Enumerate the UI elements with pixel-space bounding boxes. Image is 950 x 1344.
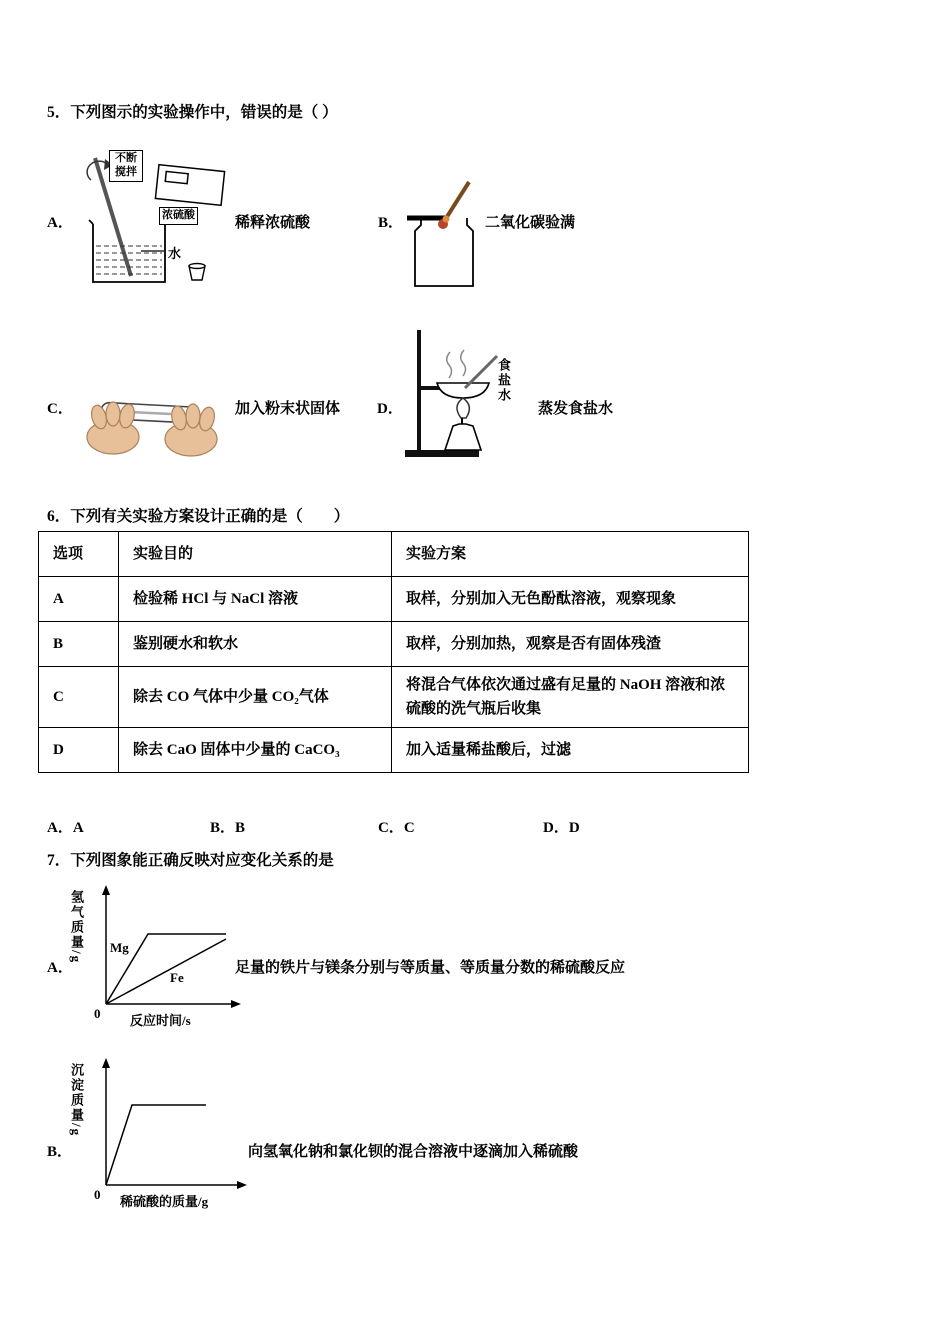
table-row <box>39 728 749 773</box>
x-axis-arrow <box>237 1181 247 1189</box>
chart-b-origin: 0 <box>94 1187 101 1202</box>
table-row <box>39 622 749 667</box>
q5-diagram-co2-test <box>405 178 485 293</box>
q5-option-a-caption: 稀释浓硫酸 <box>235 215 311 231</box>
q7-option-a-label: A． <box>47 960 73 976</box>
stand-base <box>405 450 479 457</box>
q5-option-d-label: D． <box>377 401 403 417</box>
chart-b-ylabel: 沉淀质量/g <box>69 1063 84 1138</box>
cell-plan: 取样，分别加热，观察是否有固体残渣 <box>392 622 749 667</box>
stir-label: 不断搅拌 <box>109 150 143 182</box>
q6-experiment-table <box>38 531 749 773</box>
question-6-title: 6．下列有关实验方案设计正确的是（ ） <box>47 508 350 525</box>
acid-container <box>155 165 224 206</box>
cell-plan: 取样，分别加入无色酚酞溶液，观察现象 <box>392 577 749 622</box>
q5-diagram-dilute-acid <box>85 150 237 292</box>
q6-answer-d: D．D <box>543 820 580 836</box>
evaporating-dish <box>437 383 489 398</box>
chart-a-origin: 0 <box>94 1006 101 1021</box>
acid-label: 浓硫酸 <box>159 207 198 225</box>
flame <box>457 398 469 418</box>
q7-option-a-caption: 足量的铁片与镁条分别与等质量、等质量分数的稀硫酸反应 <box>235 960 626 976</box>
header-option: 选项 <box>39 532 119 577</box>
q7-chart-a <box>68 882 248 1042</box>
q5-diagram-evaporation <box>403 326 515 468</box>
water-label: 水 <box>168 246 182 261</box>
q6-answer-a: A．A <box>47 820 84 836</box>
cell-option: C <box>39 667 119 728</box>
question-7-title: 7．下列图象能正确反映对应变化关系的是 <box>47 852 334 869</box>
question-5-title: 5．下列图示的实验操作中，错误的是（ ） <box>47 104 338 121</box>
q5-option-a-label: A． <box>47 215 73 231</box>
table-row <box>39 577 749 622</box>
q5-option-c-label: C． <box>47 401 73 417</box>
q5-option-d-caption: 蒸发食盐水 <box>538 401 614 417</box>
fe-series-label: Fe <box>170 970 184 985</box>
gas-bottle-diagram <box>405 178 485 293</box>
salt-water-label: 食盐水 <box>496 358 511 403</box>
q5-option-c-caption: 加入粉末状固体 <box>235 401 341 417</box>
q7-option-b-caption: 向氢氧化钠和氯化钡的混合溶液中逐滴加入稀硫酸 <box>248 1144 579 1160</box>
y-axis-arrow <box>102 885 110 895</box>
test-tube-hands-diagram <box>75 385 230 463</box>
cell-purpose: 除去 CaO 固体中少量的 CaCO₃ <box>119 728 392 773</box>
q5-diagram-add-powder <box>75 385 230 463</box>
ember-glow <box>443 216 450 223</box>
cell-option: D <box>39 728 119 773</box>
chart-a-xlabel: 反应时间/s <box>130 1013 191 1028</box>
mg-series-label: Mg <box>110 940 129 955</box>
precipitate-line <box>106 1105 206 1185</box>
cell-plan: 将混合气体依次通过盛有足量的 NaOH 溶液和浓硫酸的洗气瓶后收集 <box>392 667 749 728</box>
cell-purpose: 鉴别硬水和软水 <box>119 622 392 667</box>
header-purpose: 实验目的 <box>119 532 392 577</box>
q7-option-b-label: B． <box>47 1144 73 1160</box>
y-axis-arrow <box>102 1058 110 1068</box>
table-row <box>39 667 749 728</box>
q5-option-b-caption: 二氧化碳验满 <box>485 215 576 231</box>
q7-chart-b <box>68 1055 278 1220</box>
cell-option: B <box>39 622 119 667</box>
chart-b-xlabel: 稀硫酸的质量/g <box>120 1194 209 1209</box>
bottle-stopper <box>189 264 205 281</box>
chart-a-ylabel: 氢气质量/g <box>69 890 84 965</box>
cell-purpose: 检验稀 HCl 与 NaCl 溶液 <box>119 577 392 622</box>
q6-answer-b: B．B <box>210 820 246 836</box>
table-header-row <box>39 532 749 577</box>
cell-purpose: 除去 CO 气体中少量 CO₂气体 <box>119 667 392 728</box>
header-plan: 实验方案 <box>392 532 749 577</box>
q6-answer-c: C．C <box>378 820 415 836</box>
steam <box>447 350 466 378</box>
q5-option-b-label: B． <box>378 215 404 231</box>
alcohol-lamp <box>445 424 481 450</box>
cell-option: A <box>39 577 119 622</box>
x-axis-arrow <box>231 1000 241 1008</box>
cell-plan: 加入适量稀盐酸后，过滤 <box>392 728 749 773</box>
